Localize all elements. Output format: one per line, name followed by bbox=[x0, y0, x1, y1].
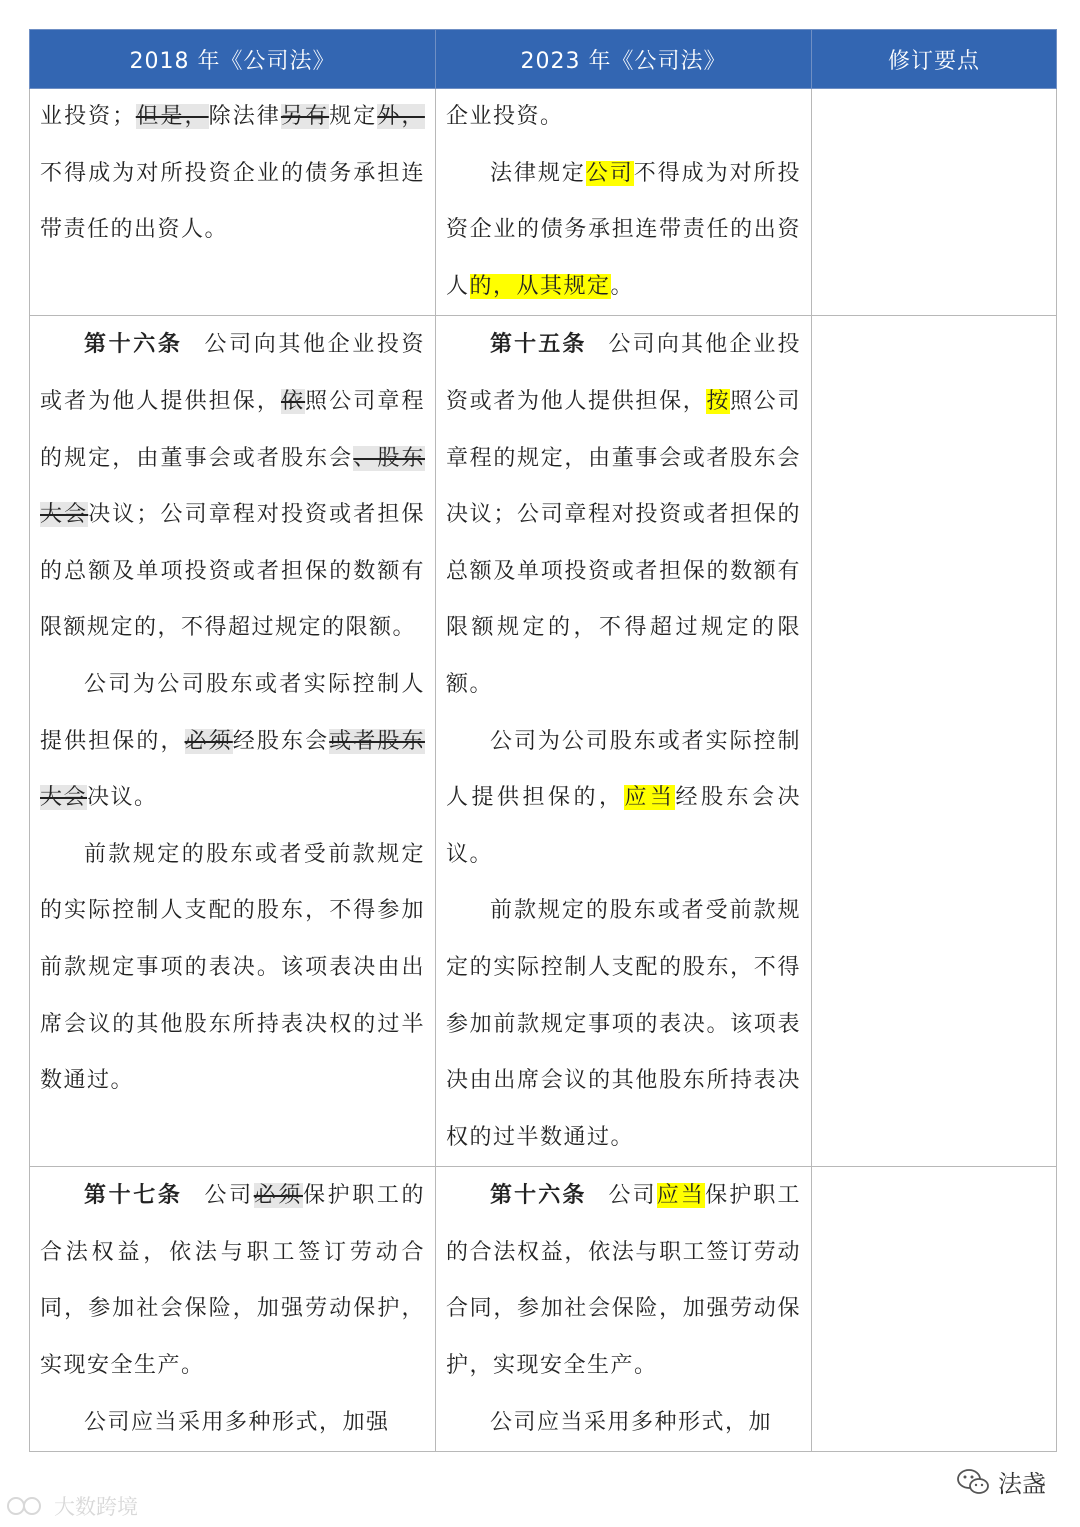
watermark bbox=[6, 1491, 138, 1521]
article-number: 第十六条 bbox=[490, 1182, 587, 1209]
article-number: 第十五条 bbox=[490, 331, 587, 358]
highlighted-text: 应当 bbox=[624, 785, 676, 811]
old-paragraph: 前款规定的股东或者受前款规定的实际控制人支配的股东，不得参加前款规定事项的表决。该项表决由出席会议的其他股东所持表决权的过半数通过。 bbox=[40, 841, 425, 1094]
old-law-cell bbox=[30, 316, 436, 1167]
text-run: 决议；公司章程对投资或者担保的总额及单项投资或者担保的数额有限额规定的，不得超过规定的限额。 bbox=[40, 502, 425, 641]
article-number: 第十六条 bbox=[84, 331, 183, 358]
text-run: 公司向其他企业投资或者为他人提供担保， bbox=[446, 332, 801, 414]
old-paragraph bbox=[40, 316, 425, 657]
new-law-cell bbox=[436, 89, 812, 316]
new-paragraph bbox=[446, 714, 801, 884]
table-row bbox=[30, 1167, 1057, 1452]
old-paragraph bbox=[40, 1167, 425, 1394]
new-paragraph: 公司应当采用多种形式，加 bbox=[490, 1409, 773, 1435]
deleted-text: 另有 bbox=[280, 104, 330, 129]
highlighted-text: 的，从其规定 bbox=[469, 273, 611, 299]
old-paragraph bbox=[40, 89, 425, 259]
text-run: 公司 bbox=[204, 1183, 254, 1209]
new-paragraph bbox=[446, 316, 801, 713]
new-paragraph: 企业投资。 bbox=[446, 104, 564, 129]
new-paragraph bbox=[446, 146, 801, 316]
header-2023: 2023 年《公司法》 bbox=[436, 30, 812, 89]
text-run: 法律 bbox=[232, 104, 281, 129]
account-name: 法盏 bbox=[998, 1470, 1046, 1498]
text-run: 公司 bbox=[608, 1183, 657, 1209]
text-run: 业投资； bbox=[40, 104, 136, 129]
revision-notes-cell bbox=[812, 1167, 1057, 1452]
revision-notes-cell bbox=[812, 89, 1057, 316]
deleted-text: 必须 bbox=[253, 1183, 303, 1209]
text-run: 照公司章程的规定，由董事会或者股东会 bbox=[40, 388, 425, 471]
wechat-icon bbox=[956, 1468, 990, 1496]
deleted-text: 或者股东大会 bbox=[40, 728, 425, 811]
deleted-text: 、股东大会 bbox=[40, 445, 425, 528]
old-law-cell bbox=[30, 89, 436, 316]
text-run: 照公司章程的规定，由董事会或者股东会决议；公司章程对投资或者担保的总额及单项投资或者担保的数额有限额规定的，不得超过规定的限额。 bbox=[446, 388, 801, 697]
header-row bbox=[30, 30, 1057, 89]
text-run: 保护职工的合法权益，依法与职工签订劳动合同，参加社会保险，加强劳动保护，实现安全生产。 bbox=[40, 1183, 425, 1379]
table-row bbox=[30, 89, 1057, 316]
watermark-logo-icon bbox=[6, 1495, 48, 1517]
deleted-text: 外， bbox=[377, 104, 425, 129]
table-row bbox=[30, 316, 1057, 1167]
new-paragraph bbox=[446, 1167, 801, 1394]
text-run: 保护职工的合法权益，依法与职工签订劳动合同，参加社会保险，加强劳动保护，实现安全生产。 bbox=[446, 1183, 801, 1379]
text-run: 经股东会决议。 bbox=[446, 785, 801, 867]
old-paragraph bbox=[40, 657, 425, 827]
new-paragraph: 前款规定的股东或者受前款规定的实际控制人支配的股东，不得参加前款规定事项的表决。该项表决由出席会议的其他股东所持表决权的过半数通过。 bbox=[446, 898, 801, 1150]
text-run: 不得成为对所投资企业的债务承担连带责任的出资人 bbox=[446, 160, 801, 299]
text-run: 公司向其他企业投资或者为他人提供担保， bbox=[40, 332, 425, 414]
new-law-cell bbox=[436, 316, 812, 1167]
old-paragraph: 公司应当采用多种形式，加强 bbox=[84, 1409, 390, 1435]
text-run: 经股东会 bbox=[232, 728, 330, 754]
deleted-text: 必须 bbox=[184, 728, 233, 754]
text-run: 规定 bbox=[329, 104, 378, 129]
watermark-text: 大数跨境 bbox=[54, 1495, 138, 1519]
deleted-text: 依 bbox=[280, 388, 306, 414]
wechat-account-label bbox=[956, 1464, 1046, 1499]
highlighted-text: 公司 bbox=[585, 160, 634, 186]
highlighted-text: 按 bbox=[706, 388, 731, 414]
article-number: 第十七条 bbox=[84, 1182, 183, 1209]
revision-notes-cell bbox=[812, 316, 1057, 1167]
header-revision-points: 修订要点 bbox=[812, 30, 1057, 89]
header-2018: 2018 年《公司法》 bbox=[30, 30, 436, 89]
text-run: 决议。 bbox=[87, 785, 158, 811]
text-run: 公司为公司股东或者实际控制人提供担保的， bbox=[446, 728, 801, 811]
text-run: 公司为公司股东或者实际控制人提供担保的， bbox=[40, 671, 425, 754]
comparison-table bbox=[29, 29, 1057, 1452]
text-run: 。 bbox=[610, 273, 635, 299]
old-law-cell bbox=[30, 1167, 436, 1452]
text-run: 不得成为对所投资企业的债务承担连带责任的出资人。 bbox=[40, 160, 425, 243]
highlighted-text: 应当 bbox=[656, 1183, 706, 1209]
new-law-cell bbox=[436, 1167, 812, 1452]
text-run: 法律规定 bbox=[490, 160, 586, 186]
text-run: 除 bbox=[208, 104, 233, 129]
deleted-text: 但是， bbox=[135, 104, 209, 129]
